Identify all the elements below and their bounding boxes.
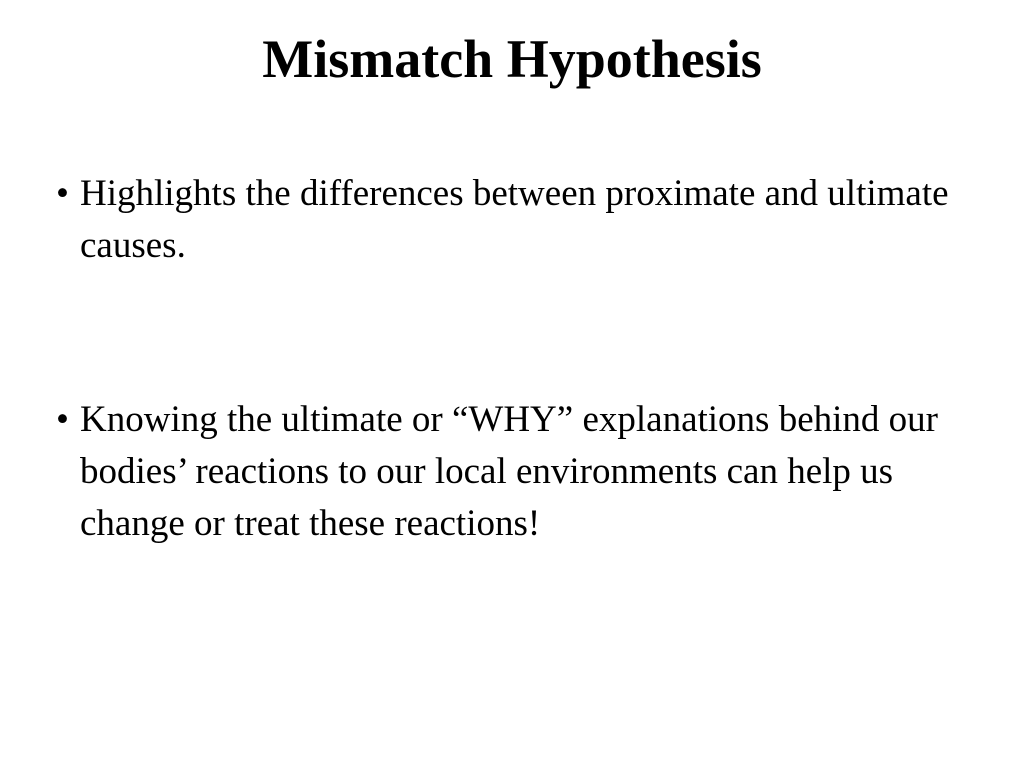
bullet-icon: • <box>56 173 69 214</box>
bullet-icon: • <box>56 399 69 440</box>
slide-title: Mismatch Hypothesis <box>262 29 762 89</box>
bullet-item <box>56 394 956 550</box>
bullet-list <box>56 168 956 550</box>
bullet-text: Knowing the ultimate or “WHY” explanations behind our bodies’ reactions to our local environments can help us change or treat these reactions! <box>80 399 938 544</box>
bullet-text: Highlights the differences between proximate and ultimate causes. <box>80 173 949 266</box>
bullet-item <box>56 168 956 272</box>
